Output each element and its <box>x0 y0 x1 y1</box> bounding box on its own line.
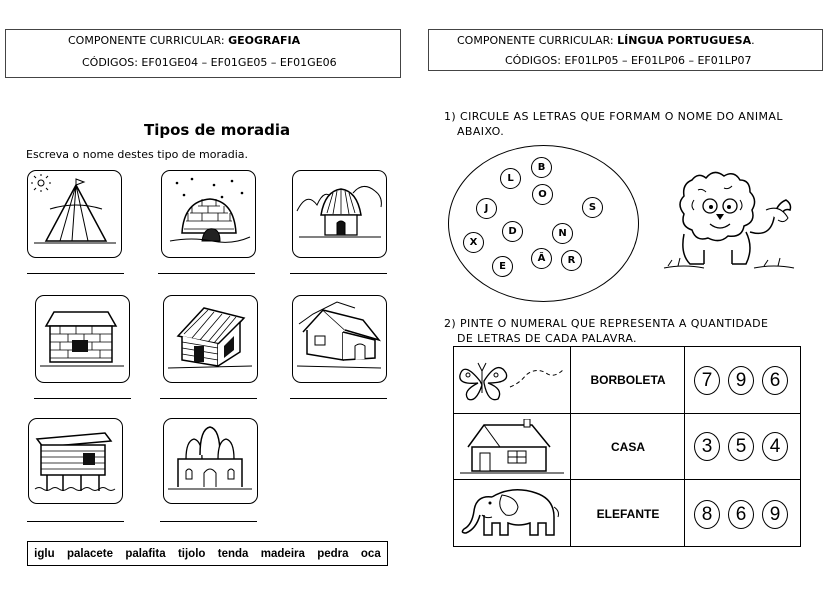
word-label: CASA <box>610 440 645 454</box>
numeral-option[interactable]: 9 <box>728 366 754 395</box>
right-header-label: COMPONENTE CURRICULAR: <box>457 34 614 47</box>
word-bank-item: palacete <box>66 547 113 560</box>
word-bank-item: iglu <box>34 547 55 560</box>
table-row-separator <box>454 479 800 480</box>
letter-option[interactable]: O <box>532 184 553 205</box>
letter-option[interactable]: E <box>492 256 513 277</box>
word-bank <box>27 541 388 566</box>
picture-brick-house <box>35 295 130 383</box>
picture-tent <box>27 170 122 258</box>
right-header-codes: CÓDIGOS: EF01LP05 – EF01LP06 – EF01LP07 <box>505 54 752 67</box>
word-label: BORBOLETA <box>590 373 666 387</box>
table-divider <box>684 347 685 546</box>
palace-icon <box>164 419 257 503</box>
word-bank-item: pedra <box>317 547 349 560</box>
house-icon <box>458 419 566 475</box>
elephant-icon <box>458 485 566 541</box>
picture-palace <box>163 418 258 504</box>
question2-line2: DE LETRAS DE CADA PALAVRA. <box>457 332 637 345</box>
stilt-house-icon <box>29 419 122 503</box>
left-header-line1 <box>68 34 300 47</box>
left-header <box>5 29 401 78</box>
left-header-codes: CÓDIGOS: EF01GE04 – EF01GE05 – EF01GE06 <box>82 56 337 69</box>
right-header-subject: LÍNGUA PORTUGUESA <box>617 34 752 47</box>
table-divider <box>570 347 571 546</box>
numeral-option[interactable]: 3 <box>694 432 720 461</box>
answer-line-1[interactable] <box>27 273 124 274</box>
picture-igloo <box>161 170 256 258</box>
picture-stone-house <box>292 295 387 383</box>
butterfly-icon <box>458 357 566 405</box>
hut-icon <box>293 171 386 257</box>
answer-line-3[interactable] <box>290 273 387 274</box>
right-header-line1 <box>457 34 755 47</box>
word-count-table <box>453 346 801 547</box>
numeral-option[interactable]: 5 <box>728 432 754 461</box>
letter-option[interactable]: N <box>552 223 573 244</box>
word-bank-item: tijolo <box>177 547 206 560</box>
answer-line-2[interactable] <box>158 273 255 274</box>
lion-icon <box>654 170 804 275</box>
question1-line1: 1) CIRCULE AS LETRAS QUE FORMAM O NOME DO ANIMAL <box>444 110 783 123</box>
letter-option[interactable]: R <box>561 250 582 271</box>
word-bank-item: oca <box>360 547 381 560</box>
letter-option[interactable]: Ã <box>531 248 552 269</box>
numeral-option[interactable]: 4 <box>762 432 788 461</box>
picture-hut <box>292 170 387 258</box>
left-header-subject: GEOGRAFIA <box>228 34 301 47</box>
picture-stilt-house <box>28 418 123 504</box>
word-label: ELEFANTE <box>596 507 660 521</box>
numeral-option[interactable]: 9 <box>762 500 788 529</box>
answer-line-4[interactable] <box>34 398 131 399</box>
activity-instruction: Escreva o nome destes tipo de moradia. <box>26 148 249 161</box>
letter-option[interactable]: S <box>582 197 603 218</box>
letter-option[interactable]: D <box>502 221 523 242</box>
letter-option[interactable]: J <box>476 198 497 219</box>
letter-option[interactable]: B <box>531 157 552 178</box>
word-bank-item: tenda <box>217 547 249 560</box>
wooden-house-icon <box>164 296 257 382</box>
left-header-label: COMPONENTE CURRICULAR: <box>68 34 225 47</box>
letter-option[interactable]: L <box>500 168 521 189</box>
numeral-option[interactable]: 6 <box>762 366 788 395</box>
word-bank-item: palafita <box>125 547 166 560</box>
table-row-separator <box>454 413 800 414</box>
tent-icon <box>28 171 121 257</box>
brick-house-icon <box>36 296 129 382</box>
answer-line-8[interactable] <box>160 521 257 522</box>
question2-line1: 2) PINTE O NUMERAL QUE REPRESENTA A QUANTIDADE <box>444 317 769 330</box>
answer-line-5[interactable] <box>160 398 257 399</box>
right-header-suffix: . <box>751 34 755 47</box>
word-bank-item: madeira <box>260 547 305 560</box>
activity-title: Tipos de moradia <box>144 121 291 139</box>
right-header <box>428 29 823 71</box>
igloo-icon <box>162 171 255 257</box>
numeral-option[interactable]: 7 <box>694 366 720 395</box>
numeral-option[interactable]: 6 <box>728 500 754 529</box>
picture-wooden-house <box>163 295 258 383</box>
numeral-option[interactable]: 8 <box>694 500 720 529</box>
question1-line2: ABAIXO. <box>457 125 505 138</box>
letter-option[interactable]: X <box>463 232 484 253</box>
stone-house-icon <box>293 296 386 382</box>
answer-line-6[interactable] <box>290 398 387 399</box>
answer-line-7[interactable] <box>27 521 124 522</box>
